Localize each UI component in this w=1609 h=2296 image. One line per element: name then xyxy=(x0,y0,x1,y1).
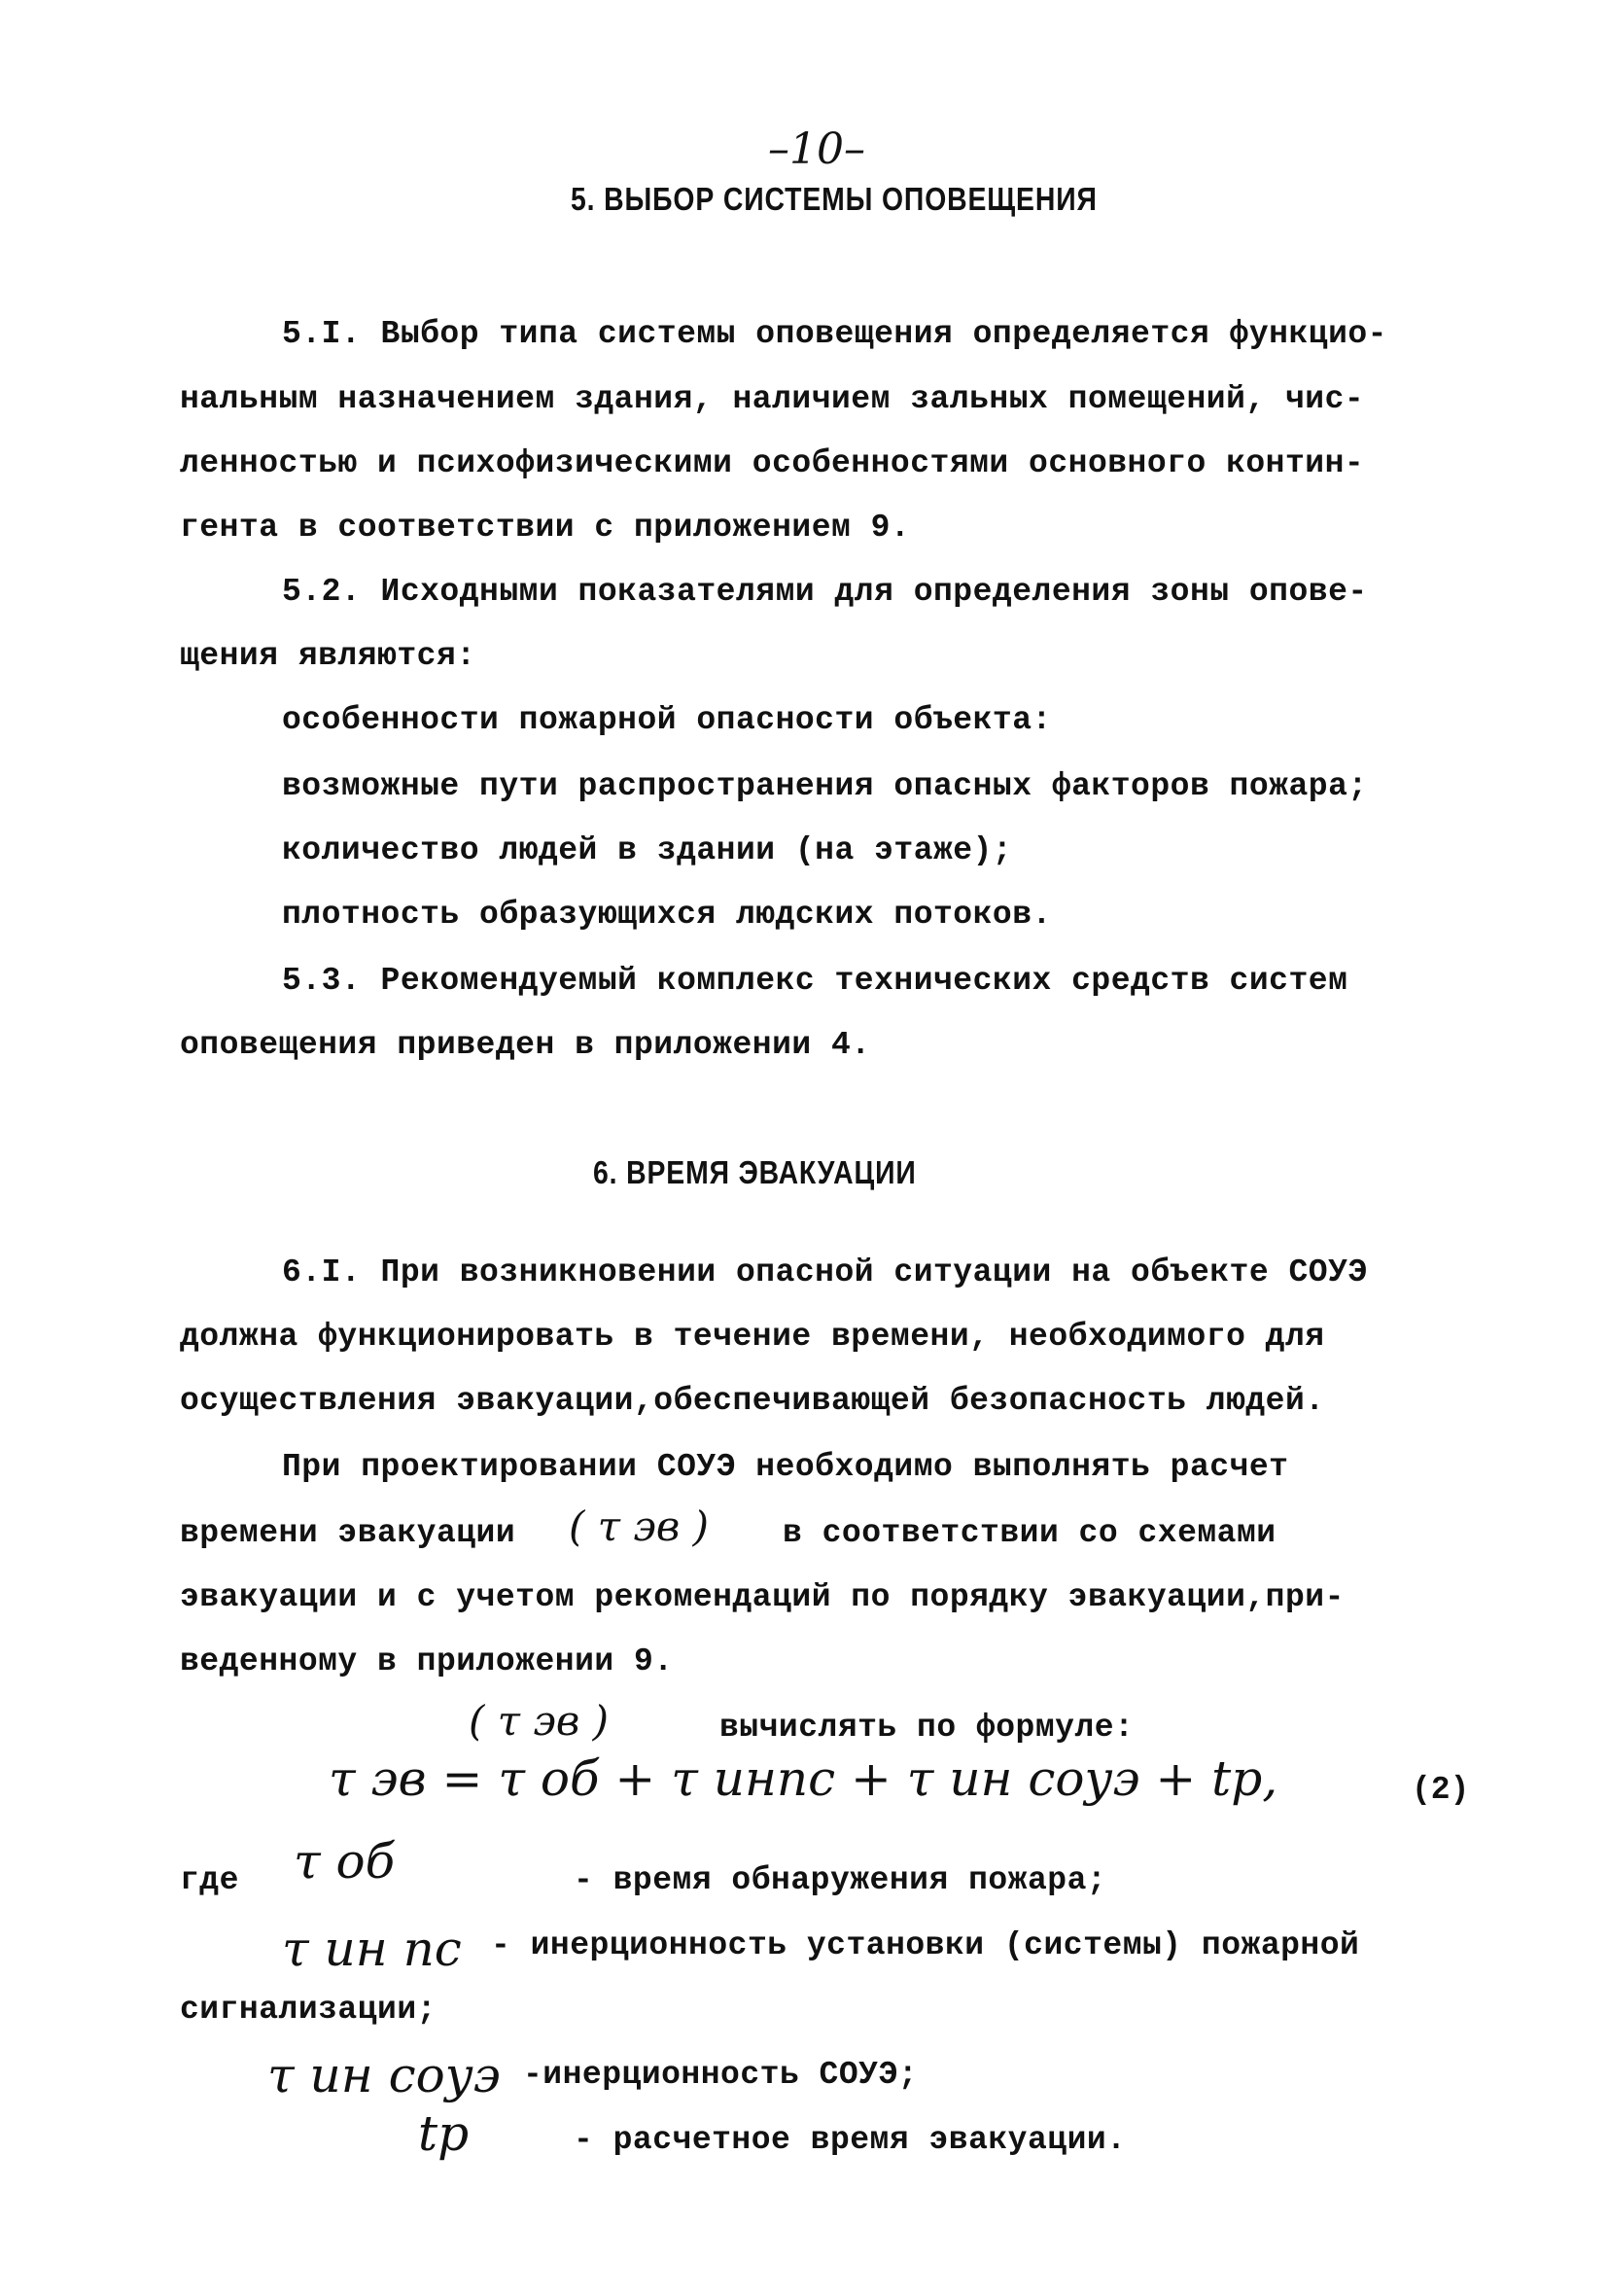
para-6-2-line-1: При проектировании СОУЭ необходимо выполнять расчет xyxy=(282,1449,1289,1485)
def-symbol-tr: tр xyxy=(418,2105,470,2162)
formula-intro-symbol: ( τ эв ) xyxy=(469,1697,610,1745)
para-6-2-line-4: веденному в приложении 9. xyxy=(180,1643,674,1679)
def-text-tau-in-soue: -инерционность СОУЭ; xyxy=(523,2057,919,2093)
formula-main: τ эв = τ об + τ инпс + τ ин соуэ + tр, xyxy=(329,1750,1278,1807)
section-6-heading: 6. ВРЕМЯ ЭВАКУАЦИИ xyxy=(593,1154,917,1190)
def-symbol-tau-ob: τ об xyxy=(294,1833,396,1890)
def-text-tr: - расчетное время эвакуации. xyxy=(574,2122,1127,2158)
def-text-tau-ob: - время обнаружения пожара; xyxy=(574,1862,1107,1898)
para-5-2-line-2: щения являются: xyxy=(180,638,476,674)
list-item: особенности пожарной опасности объекта: xyxy=(282,702,1052,738)
para-6-1-line-2: должна функционировать в течение времени, необходимого для xyxy=(180,1319,1325,1355)
para-5-1-line-1: 5.I. Выбор типа системы оповещения определяется функцио- xyxy=(282,316,1387,352)
para-5-3-line-2: оповещения приведен в приложении 4. xyxy=(180,1027,871,1063)
list-item: количество людей в здании (на этаже); xyxy=(282,832,1013,868)
page-number: –10– xyxy=(768,124,865,174)
equation-number: (2) xyxy=(1412,1772,1470,1808)
formula-intro-text: вычислять по формуле: xyxy=(719,1710,1135,1746)
def-symbol-tau-in-ps: τ ин пс xyxy=(282,1921,462,1977)
where-label: где xyxy=(180,1862,239,1898)
list-item: возможные пути распространения опасных факторов пожара; xyxy=(282,768,1368,804)
def-text-tau-in-ps: - инерционность установки (системы) пожарной xyxy=(491,1927,1360,1963)
tau-ev-symbol: ( τ эв ) xyxy=(569,1502,710,1550)
def-text-continuation: сигнализации; xyxy=(180,1992,437,2028)
def-symbol-tau-in-soue: τ ин соуэ xyxy=(267,2047,501,2103)
para-6-2-line-2a: времени эвакуации xyxy=(180,1515,516,1551)
para-6-1-line-3: осуществления эвакуации,обеспечивающей безопасность людей. xyxy=(180,1383,1325,1419)
para-5-1-line-3: ленностью и психофизическими особенностями основного контин- xyxy=(180,445,1365,481)
para-6-1-line-1: 6.I. При возникновении опасной ситуации на объекте СОУЭ xyxy=(282,1254,1368,1290)
para-5-1-line-4: гента в соответствии с приложением 9. xyxy=(180,510,911,546)
section-5-heading: 5. ВЫБОР СИСТЕМЫ ОПОВЕЩЕНИЯ xyxy=(571,181,1098,217)
list-item: плотность образующихся людских потоков. xyxy=(282,897,1052,933)
para-6-2-line-2b: в соответствии со схемами xyxy=(783,1515,1277,1551)
para-5-2-line-1: 5.2. Исходными показателями для определения зоны опове- xyxy=(282,574,1368,610)
para-6-2-line-3: эвакуации и с учетом рекомендаций по порядку эвакуации,при- xyxy=(180,1579,1345,1615)
para-5-3-line-1: 5.3. Рекомендуемый комплекс технических средств систем xyxy=(282,963,1348,999)
para-5-1-line-2: нальным назначением здания, наличием зальных помещений, чис- xyxy=(180,381,1365,417)
